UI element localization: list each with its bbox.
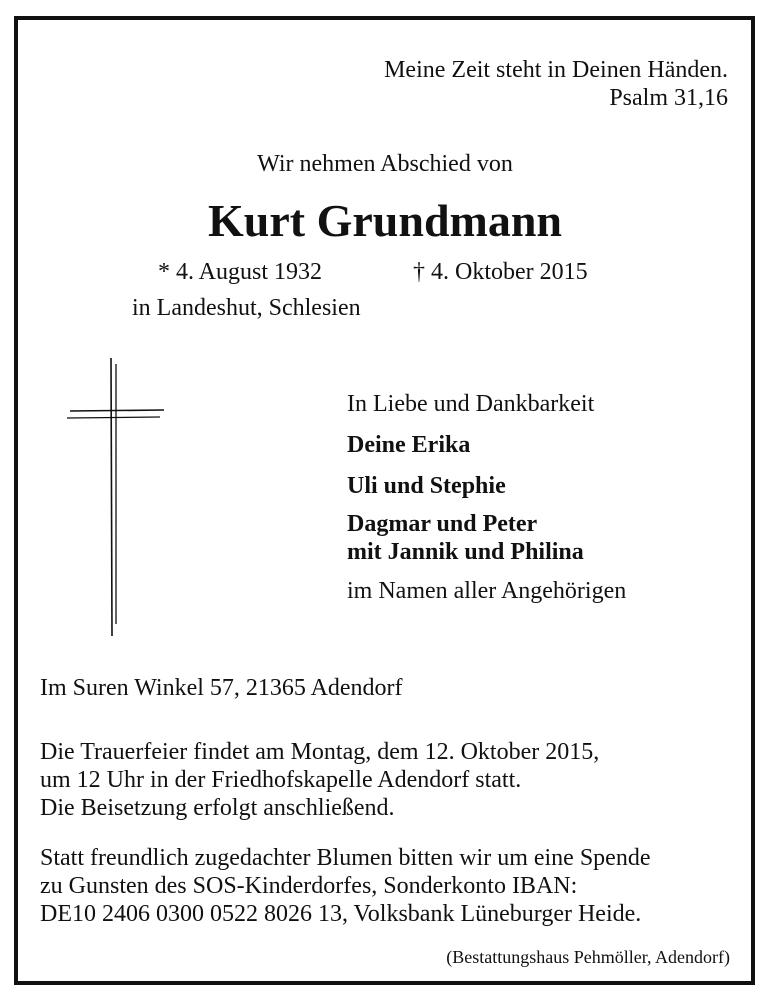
address: Im Suren Winkel 57, 21365 Adendorf <box>40 675 403 701</box>
mourner-name: Uli und Stephie <box>347 473 506 499</box>
donation-line: Statt freundlich zugedachter Blumen bitten wir um eine Spende <box>40 845 651 871</box>
motto-line-2: Psalm 31,16 <box>609 85 728 111</box>
donation-line: zu Gunsten des SOS-Kinderdorfes, Sonderkonto IBAN: <box>40 873 578 899</box>
birth-date: * 4. August 1932 <box>158 259 323 285</box>
mourner-name: Dagmar und Peter <box>347 511 538 537</box>
birth-place: in Landeshut, Schlesien <box>132 295 361 321</box>
mourners-closing: im Namen aller Angehörigen <box>347 578 627 604</box>
ceremony-line: Die Trauerfeier findet am Montag, dem 12. Oktober 2015, <box>40 739 600 765</box>
mourner-name: mit Jannik und Philina <box>347 539 584 565</box>
ceremony-line: um 12 Uhr in der Friedhofskapelle Adendorf statt. <box>40 767 522 793</box>
deceased-name: Kurt Grundmann <box>207 195 563 246</box>
mourners-intro: In Liebe und Dankbarkeit <box>347 391 595 417</box>
death-date: † 4. Oktober 2015 <box>413 259 588 285</box>
motto-line-1: Meine Zeit steht in Deinen Händen. <box>384 57 728 83</box>
donation-line: DE10 2406 0300 0522 8026 13, Volksbank Lüneburger Heide. <box>40 901 642 927</box>
mourner-name: Deine Erika <box>347 432 471 458</box>
ceremony-line: Die Beisetzung erfolgt anschließend. <box>40 795 395 821</box>
funeral-home: (Bestattungshaus Pehmöller, Adendorf) <box>446 947 730 967</box>
cross-icon <box>62 354 172 644</box>
intro-text: Wir nehmen Abschied von <box>257 151 513 177</box>
